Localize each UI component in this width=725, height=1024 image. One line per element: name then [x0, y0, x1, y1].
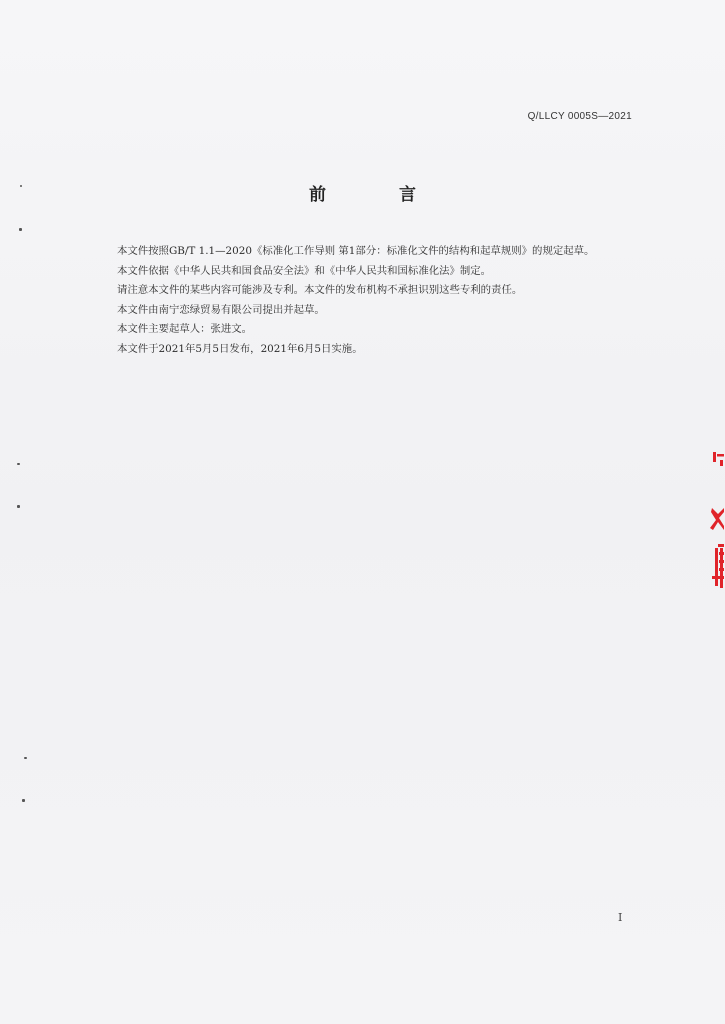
foreword-body — [96, 242, 632, 359]
paragraph-proposer: 本文件由南宁恋绿贸易有限公司提出并起草。 — [117, 303, 325, 316]
scan-mark — [24, 757, 27, 759]
scan-mark — [22, 799, 25, 802]
paragraph-drafter: 本文件主要起草人：张进文。 — [117, 323, 253, 335]
page-title: 前 言 — [309, 185, 444, 205]
scan-mark — [19, 228, 22, 231]
paragraph-drafting-rules: 本文件按照GB/T 1.1—2020《标准化工作导则 第1部分：标准化文件的结构和起草规则》的规定起草。 — [117, 245, 595, 257]
standard-code: Q/LLCY 0005S—2021 — [527, 111, 632, 122]
paragraph-dates: 本文件于2021年5月5日发布，2021年6月5日实施。 — [117, 342, 363, 355]
paragraph-patent-notice: 请注意本文件的某些内容可能涉及专利。本文件的发布机构不承担识别这些专利的责任。 — [117, 284, 523, 296]
paragraph-legal-basis: 本文件依据《中华人民共和国食品安全法》和《中华人民共和国标准化法》制定。 — [117, 264, 492, 277]
scan-mark — [17, 505, 20, 508]
page-number: I — [618, 911, 623, 924]
seal-stamp-fragment — [704, 448, 725, 592]
scan-mark — [20, 185, 22, 187]
scan-mark — [17, 463, 20, 465]
